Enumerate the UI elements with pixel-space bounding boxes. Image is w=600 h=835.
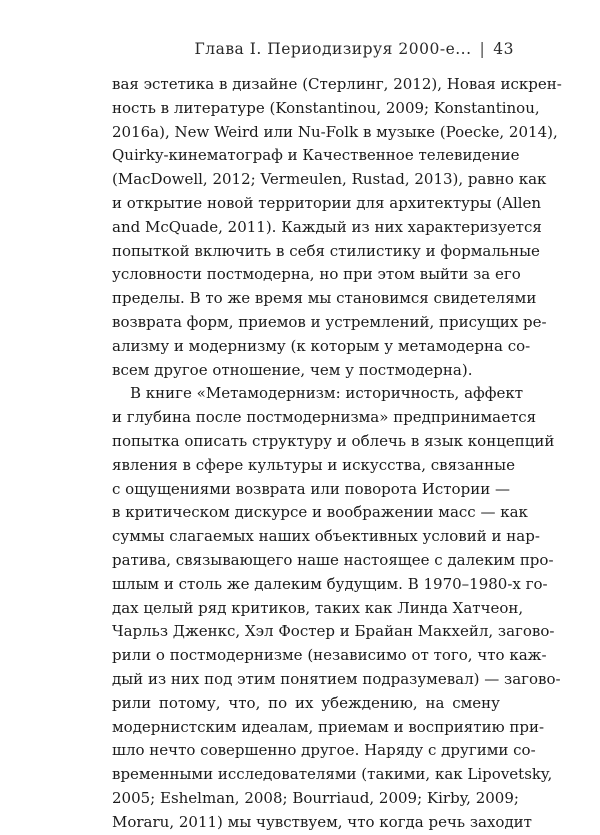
text-line: и глубина после постмодернизма» предпринимается [112, 408, 537, 427]
text-line: и открытие новой территории для архитектуры (Allen [112, 193, 542, 212]
text-line: шло нечто совершенно другое. Наряду с другими со- [112, 741, 536, 760]
paragraph-1 [112, 73, 562, 382]
paragraph-2 [112, 382, 561, 834]
text-line: рили потому, что, по их убеждению, на смену [112, 693, 500, 712]
text-line: шлым и столь же далеким будущим. В 1970–1980-х го- [112, 574, 548, 593]
text-line: рили о постмодернизме (независимо от того, что каж- [112, 646, 547, 665]
text-line: дый из них под этим понятием подразумевал) — загово- [112, 669, 561, 688]
text-line: явления в сфере культуры и искусства, связанные [112, 455, 515, 474]
text-line: попыткой включить в себя стилистику и формальные [112, 241, 540, 260]
text-line: and McQuade, 2011). Каждый из них характеризуется [112, 217, 542, 236]
text-line: (MacDowell, 2012; Vermeulen, Rustad, 2013), равно как [112, 170, 547, 189]
text-line: попытка описать структуру и облечь в язык концепций [112, 431, 555, 450]
body-text [112, 73, 562, 835]
text-line: возврата форм, приемов и устремлений, присущих ре- [112, 312, 547, 331]
text-line: всем другое отношение, чем у постмодерна). [112, 360, 473, 379]
text-line: пределы. В то же время мы становимся свидетелями [112, 289, 537, 308]
text-line: ность в литературе (Konstantinou, 2009; Konstantinou, [112, 98, 540, 117]
text-line: дах целый ряд критиков, таких как Линда Хатчеон, [112, 598, 524, 617]
text-line: в критическом дискурсе и воображении масс — как [112, 503, 528, 522]
text-line: условности постмодерна, но при этом выйти за его [112, 265, 521, 284]
chapter-title: Глава I. Периодизируя 2000-е... [194, 40, 472, 58]
text-line: Quirky-кинематограф и Качественное телевидение [112, 146, 520, 165]
text-line: 2016a), New Weird или Nu-Folk в музыке (Poecke, 2014), [112, 122, 558, 141]
text-line: Moraru, 2011) мы чувствуем, что когда речь заходит [112, 812, 532, 831]
text-line: ратива, связывающего наше настоящее с далеким про- [112, 550, 554, 569]
page-number: 43 [493, 40, 514, 58]
text-line: временными исследователями (такими, как Lipovetsky, [112, 765, 553, 784]
text-line: вая эстетика в дизайне (Стерлинг, 2012), Новая искрен- [112, 75, 562, 93]
text-line: с ощущениями возврата или поворота Истории — [112, 479, 510, 498]
text-line: Чарльз Дженкс, Хэл Фостер и Брайан Макхейл, загово- [112, 622, 555, 641]
running-head [194, 40, 514, 58]
text-line: суммы слагаемых наших объективных условий и нар- [112, 527, 540, 546]
header-separator: | [479, 40, 486, 58]
text-line: ализму и модернизму (к которым у метамодерна со- [112, 336, 531, 355]
text-line: 2005; Eshelman, 2008; Bourriaud, 2009; Kirby, 2009; [112, 788, 519, 807]
text-line: В книге «Метамодернизм: историчность, аффект [130, 384, 524, 403]
text-line: модернистским идеалам, приемам и восприятию при- [112, 717, 545, 736]
